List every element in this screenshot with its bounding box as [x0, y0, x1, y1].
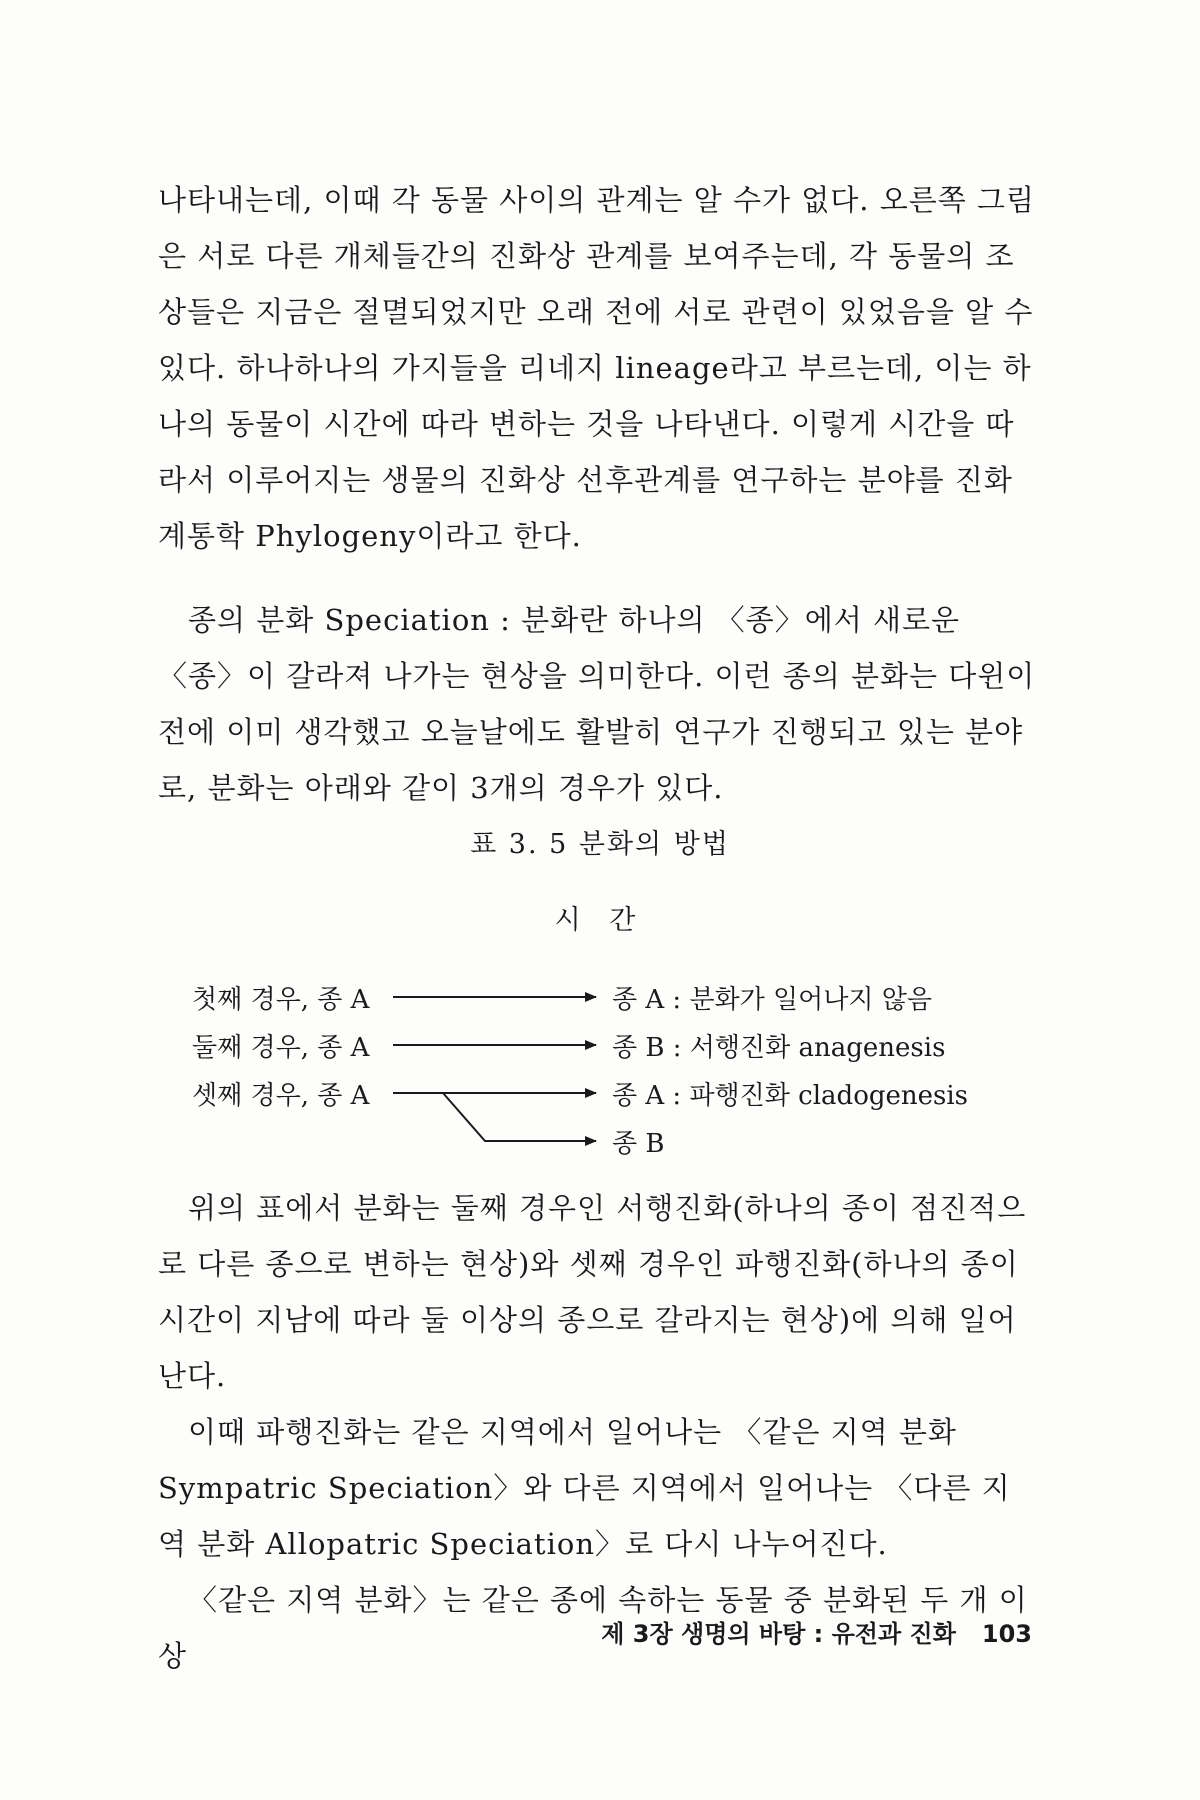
result-label-third-branch: 종 B: [612, 1129, 665, 1159]
speciation-paragraph-block: [158, 592, 1038, 816]
page-number: 103: [981, 1620, 1032, 1648]
result-label-second: 종 B : 서행진화 anagenesis: [612, 1033, 946, 1063]
closing-paragraph-block: [158, 1180, 1038, 1684]
sympatric-speciation-paragraph: 〈같은 지역 분화〉는 같은 종에 속하는 동물 중 분화된 두 개 이상: [158, 1583, 1028, 1673]
case-label-third: 셋째 경우, 종 A: [192, 1081, 370, 1111]
case-label-first: 첫째 경우, 종 A: [192, 985, 370, 1015]
intro-paragraph-block: [158, 172, 1038, 564]
phylogeny-paragraph: 나타내는데, 이때 각 동물 사이의 관계는 알 수가 없다. 오른쪽 그림은 서로 다른 개체들간의 진화상 관계를 보여주는데, 각 동물의 조상들은 지금은 절멸되었지만 오래 전에 서로 관련이 있었음을 알 수 있다. 하나하나의 가지들을 리네지 lineage라고 부르는데, 이는 하나의 동물이 시간에 따라 변하는 것을 나타낸다. 이렇게 시간을 따라서 이루어지는 생물의 진화상 선후관계를 연구하는 분야를 진화계통학 Phylogeny이라고 한다.: [158, 183, 1035, 553]
speciation-paragraph: 종의 분화 Speciation : 분화란 하나의 〈종〉에서 새로운 〈종〉이 갈라져 나가는 현상을 의미한다. 이런 종의 분화는 다윈이 전에 이미 생각했고 오늘날에도 활발히 연구가 진행되고 있는 분야로, 분화는 아래와 같이 3개의 경우가 있다.: [158, 603, 1036, 805]
anagenesis-cladogenesis-paragraph: 위의 표에서 분화는 둘째 경우인 서행진화(하나의 종이 점진적으로 다른 종으로 변하는 현상)와 셋째 경우인 파행진화(하나의 종이 시간이 지남에 따라 둘 이상의 종으로 갈라지는 현상)에 의해 일어난다.: [158, 1191, 1027, 1393]
result-label-third: 종 A : 파행진화 cladogenesis: [612, 1081, 969, 1111]
time-axis-label: 시 간: [554, 905, 646, 936]
table-title: 표 3. 5 분화의 방법: [470, 829, 730, 860]
chapter-running-title: 제 3장 생명의 바탕 : 유전과 진화: [601, 1620, 956, 1648]
arrow-third-case-branch: [443, 1093, 596, 1141]
page-footer: [601, 1614, 1032, 1649]
sympatric-allopatric-paragraph: 이때 파행진화는 같은 지역에서 일어나는 〈같은 지역 분화 Sympatric Speciation〉와 다른 지역에서 일어나는 〈다른 지역 분화 Allopatric Speciation〉로 다시 나누어진다.: [158, 1415, 1011, 1561]
result-label-first: 종 A : 분화가 일어나지 않음: [612, 985, 933, 1015]
case-label-second: 둘째 경우, 종 A: [192, 1033, 370, 1063]
